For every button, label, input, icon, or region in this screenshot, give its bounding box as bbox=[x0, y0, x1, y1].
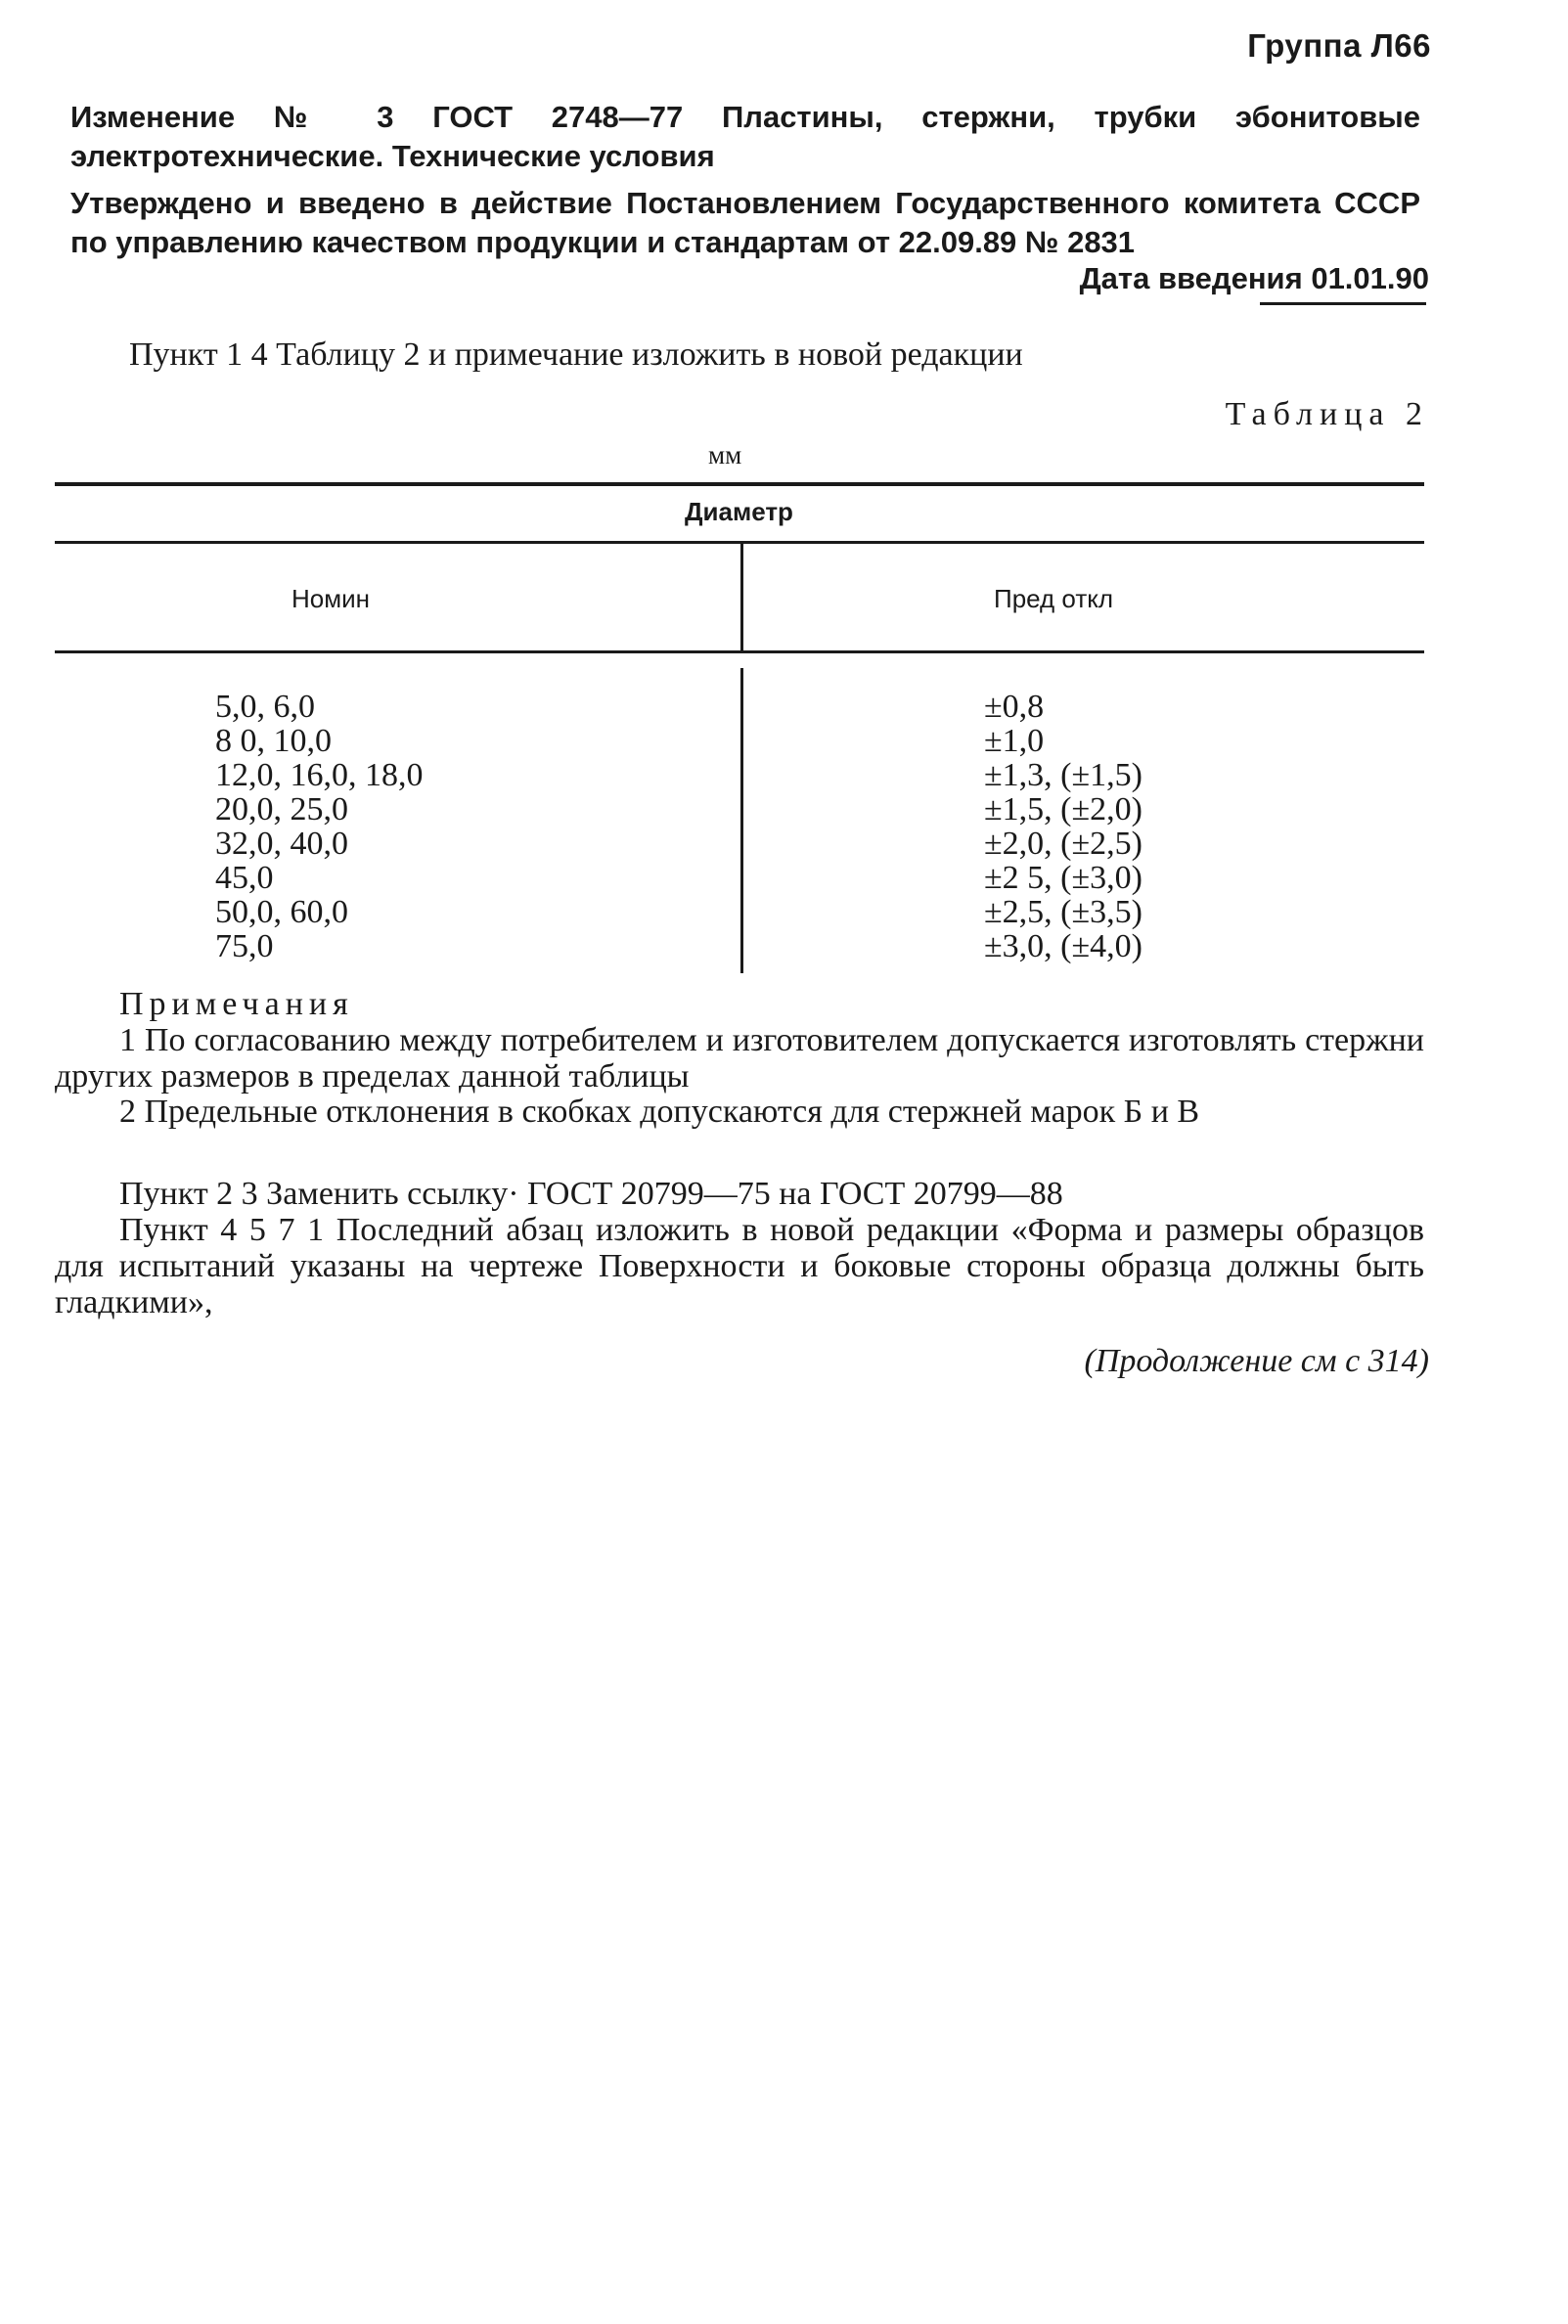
item-2-3-paragraph: Пункт 2 3 Заменить ссылку· ГОСТ 20799—75 на ГОСТ 20799—88 bbox=[119, 1176, 1063, 1212]
intro-paragraph: Пункт 1 4 Таблицу 2 и примечание изложить в новой редакции bbox=[129, 336, 1023, 373]
table-group-header: Диаметр bbox=[685, 497, 793, 526]
table-cell-nominal: 50,0, 60,0 bbox=[215, 894, 348, 930]
deviation-column bbox=[984, 690, 1395, 963]
table-cell-deviation: ±2,0, (±2,5) bbox=[984, 826, 1142, 862]
change-title: Изменение № 3 ГОСТ 2748—77 Пластины, стержни, трубки эбонитовые электротехнические. Технические условия bbox=[70, 100, 1420, 173]
table-unit: мм bbox=[708, 440, 742, 469]
effective-date-value: 01.01.90 bbox=[1311, 261, 1429, 295]
table-cell-deviation: ±1,5, (±2,0) bbox=[984, 791, 1142, 827]
notes-title: Примечания bbox=[119, 986, 354, 1022]
table-header-rule bbox=[55, 650, 1424, 653]
table-body-divider bbox=[740, 668, 743, 973]
note-1: 1 По согласованию между потребителем и изготовителем допускается изготовлять стержни других размеров в пределах данной таблицы bbox=[55, 1022, 1424, 1095]
table-top-rule bbox=[55, 482, 1424, 486]
effective-date-line bbox=[1080, 259, 1429, 298]
table-cell-deviation: ±2 5, (±3,0) bbox=[984, 860, 1142, 896]
table-cell-nominal: 5,0, 6,0 bbox=[215, 689, 315, 725]
continuation-note: (Продолжение см с 314) bbox=[1084, 1343, 1429, 1379]
table-cell-deviation: ±1,3, (±1,5) bbox=[984, 757, 1142, 793]
date-underline bbox=[1260, 302, 1426, 305]
nominal-column bbox=[215, 690, 626, 963]
column-header-nominal: Номин bbox=[291, 584, 370, 613]
table-cell-nominal: 45,0 bbox=[215, 860, 274, 896]
table-cell-nominal: 75,0 bbox=[215, 928, 274, 964]
column-header-deviation: Пред откл bbox=[994, 584, 1114, 613]
table-cell-nominal: 8 0, 10,0 bbox=[215, 723, 332, 759]
table-cell-deviation: ±0,8 bbox=[984, 689, 1045, 725]
approval-statement: Утверждено и введено в действие Постановлением Государственного комитета СССР по управлению качеством продукции и стандартам от 22.09.89 № 2831 bbox=[70, 186, 1420, 259]
group-label: Группа Л66 bbox=[1247, 27, 1431, 64]
table-caption: Таблица 2 bbox=[1225, 396, 1429, 432]
table-cell-deviation: ±1,0 bbox=[984, 723, 1045, 759]
table-group-rule bbox=[55, 541, 1424, 544]
table-cell-nominal: 20,0, 25,0 bbox=[215, 791, 348, 827]
item-4-5-7-1-paragraph: Пункт 4 5 7 1 Последний абзац изложить в новой редакции «Форма и размеры образцов для испытаний указаны на чертеже Поверхности и боковые стороны образца должны быть гладкими», bbox=[55, 1212, 1424, 1320]
table-cell-nominal: 12,0, 16,0, 18,0 bbox=[215, 757, 424, 793]
table-cell-deviation: ±3,0, (±4,0) bbox=[984, 928, 1142, 964]
note-2: 2 Предельные отклонения в скобках допускаются для стержней марок Б и В bbox=[119, 1094, 1200, 1130]
table-header-divider bbox=[740, 544, 743, 650]
table-cell-nominal: 32,0, 40,0 bbox=[215, 826, 348, 862]
table-cell-deviation: ±2,5, (±3,5) bbox=[984, 894, 1142, 930]
effective-date-label: Дата введения bbox=[1079, 261, 1303, 295]
